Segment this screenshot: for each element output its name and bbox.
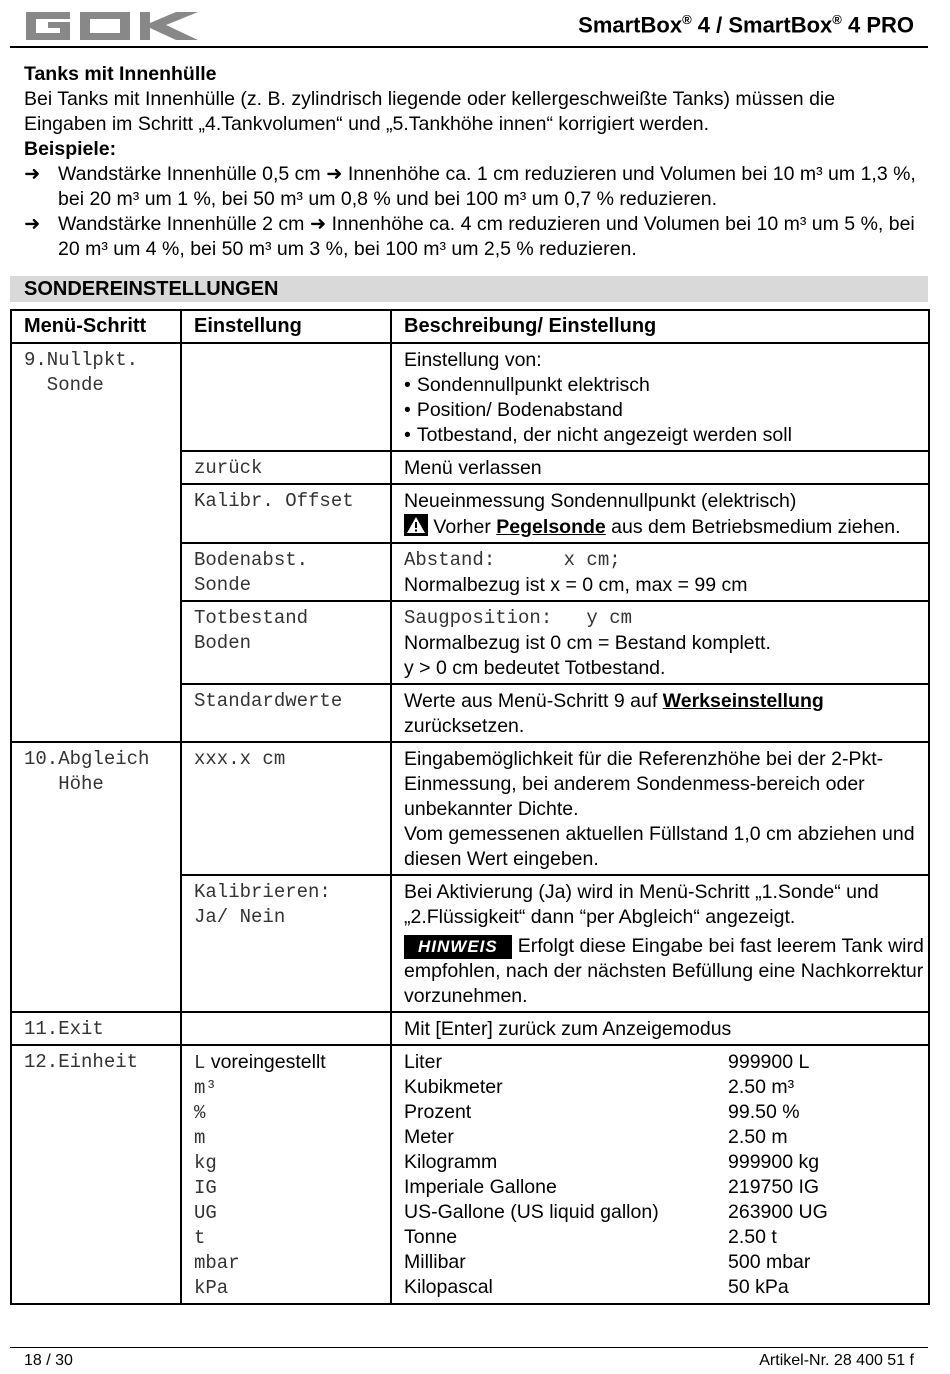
unit-max: 50 kPa	[728, 1276, 789, 1298]
unit-code: m	[194, 1127, 206, 1149]
setting-empty	[181, 343, 391, 451]
description-cell: Mit [Enter] zurück zum Anzeigemodus	[391, 1012, 929, 1045]
settings-table	[10, 309, 930, 1305]
setting-cell: zurück	[181, 451, 391, 484]
unit-code: t	[194, 1227, 206, 1249]
description-cell: Werte aus Menü-Schritt 9 auf Werkseinstellung zurücksetzen.	[391, 684, 929, 742]
list-item: • Position/ Bodenabstand	[404, 398, 928, 423]
header-description: Beschreibung/ Einstellung	[391, 310, 929, 343]
description-cell: Neueinmessung Sondennullpunkt (elektrisch) Vorher Pegelsonde aus dem Betriebsmedium ziehen.	[391, 484, 929, 543]
unit-code: kPa	[194, 1277, 229, 1299]
examples-heading: Beispiele:	[24, 138, 117, 160]
setting-empty	[181, 1012, 391, 1045]
description-cell: Einstellung von: • Sondennullpunkt elektrisch • Position/ Bodenabstand • Totbestand, der nicht angezeigt werden soll	[391, 343, 929, 451]
unit-max: 999900 L	[728, 1051, 810, 1073]
table-row	[11, 1012, 929, 1045]
header-setting: Einstellung	[181, 310, 391, 343]
unit-max: 2.50 m	[728, 1126, 788, 1148]
article-number: Artikel-Nr. 28 400 51 f	[759, 1352, 914, 1369]
page-header	[10, 6, 928, 48]
example-bullet: ➜ Wandstärke Innenhülle 2 cm ➜ Innenhöhe ca. 4 cm reduzieren und Volumen bei 10 m³ um 5 %, bei 20 m³ um 4 %, bei 50 m³ um 3 %, bei 100 m³ um 2,5 % reduzieren.	[24, 213, 915, 260]
unit-max: 263900 UG	[728, 1201, 828, 1223]
setting-cell: Kalibr. Offset	[181, 484, 391, 543]
document-title: SmartBox® 4 / SmartBox® 4 PRO	[578, 12, 914, 38]
menu-step-9: 9.Nullpkt. Sonde	[11, 343, 181, 742]
unit-name: Kilogramm	[404, 1151, 498, 1173]
table-row	[11, 343, 929, 451]
unit-name: Liter	[404, 1051, 442, 1073]
setting-cell: Bodenabst. Sonde	[181, 543, 391, 601]
hinweis-badge: HINWEIS	[404, 935, 512, 959]
list-item: • Sondennullpunkt elektrisch	[404, 373, 928, 398]
menu-step-10: 10.Abgleich Höhe	[11, 742, 181, 1012]
unit-code: %	[194, 1102, 206, 1124]
unit-max: 99.50 %	[728, 1101, 800, 1123]
unit-name: Millibar	[404, 1251, 466, 1273]
table-row	[11, 742, 929, 875]
unit-name: Prozent	[404, 1101, 472, 1123]
unit-code: mbar	[194, 1252, 240, 1274]
unit-description-cell	[391, 1045, 929, 1304]
description-cell: Saugposition: y cm Normalbezug ist 0 cm = Bestand komplett. y > 0 cm bedeutet Totbestand.	[391, 601, 929, 684]
intro-section	[24, 62, 919, 262]
unit-max: 2.50 t	[728, 1226, 777, 1248]
unit-code: kg	[194, 1152, 217, 1174]
section-title: SONDEREINSTELLUNGEN	[10, 276, 928, 302]
intro-text: Bei Tanks mit Innenhülle (z. B. zylindrisch liegende oder kellergeschweißte Tanks) müssen die Eingaben im Schritt „4.Tankvolumen“ und „5.Tankhöhe innen“ korrigiert werden.	[24, 88, 836, 135]
unit-name: Imperiale Gallone	[404, 1176, 557, 1198]
unit-code: m³	[194, 1077, 217, 1099]
unit-name: Meter	[404, 1126, 454, 1148]
setting-cell: Kalibrieren: Ja/ Nein	[181, 875, 391, 1012]
menu-step-12: 12.Einheit	[11, 1045, 181, 1304]
page-number: 18 / 30	[24, 1352, 73, 1369]
arrow-icon: ➜	[24, 213, 41, 235]
page-footer	[10, 1347, 928, 1369]
warning-icon	[404, 514, 428, 536]
example-bullet: ➜ Wandstärke Innenhülle 0,5 cm ➜ Innenhöhe ca. 1 cm reduzieren und Volumen bei 10 m³ um 1,3 %, bei 20 m³ um 1 %, bei 50 m³ um 0,8 % und bei 100 m³ um 0,7 % reduzieren.	[24, 163, 916, 210]
menu-step-11: 11.Exit	[11, 1012, 181, 1045]
unit-name: Tonne	[404, 1226, 458, 1248]
arrow-icon: ➜	[24, 163, 41, 185]
description-cell: Bei Aktivierung (Ja) wird in Menü-Schritt „1.Sonde“ und „2.Flüssigkeit“ dann “per Abgleich“ angezeigt. HINWEIS Erfolgt diese Eingabe bei fast leerem Tank wird empfohlen, nach der nächsten Befüllung eine Nachkorrektur vorzunehmen.	[391, 875, 929, 1012]
unit-code: UG	[194, 1202, 217, 1224]
unit-max: 2.50 m³	[728, 1076, 795, 1098]
unit-code-cell: L voreingestellt m³ % m kg IG UG t mbar kPa	[181, 1045, 391, 1304]
unit-code: IG	[194, 1177, 217, 1199]
description-cell: Abstand: x cm; Normalbezug ist x = 0 cm, max = 99 cm	[391, 543, 929, 601]
setting-cell: xxx.x cm	[181, 742, 391, 875]
setting-cell: Totbestand Boden	[181, 601, 391, 684]
description-cell: Menü verlassen	[391, 451, 929, 484]
table-row	[11, 1045, 929, 1304]
unit-name: Kubikmeter	[404, 1076, 503, 1098]
unit-max: 500 mbar	[728, 1251, 811, 1273]
gok-logo	[24, 10, 204, 42]
unit-max: 219750 IG	[728, 1176, 820, 1198]
list-item: • Totbestand, der nicht angezeigt werden soll	[404, 423, 928, 448]
intro-heading: Tanks mit Innenhülle	[24, 63, 217, 85]
description-cell: Eingabemöglichkeit für die Referenzhöhe bei der 2-Pkt-Einmessung, bei anderem Sondenmess-bereich oder unbekannter Dichte. Vom gemessenen aktuellen Füllstand 1,0 cm abziehen und diesen Wert eingeben.	[391, 742, 929, 875]
unit-name: US-Gallone (US liquid gallon)	[404, 1201, 659, 1223]
table-header-row	[11, 310, 929, 343]
header-menu-step: Menü-Schritt	[11, 310, 181, 343]
unit-max: 999900 kg	[728, 1151, 820, 1173]
unit-name: Kilopascal	[404, 1276, 493, 1298]
setting-cell: Standardwerte	[181, 684, 391, 742]
